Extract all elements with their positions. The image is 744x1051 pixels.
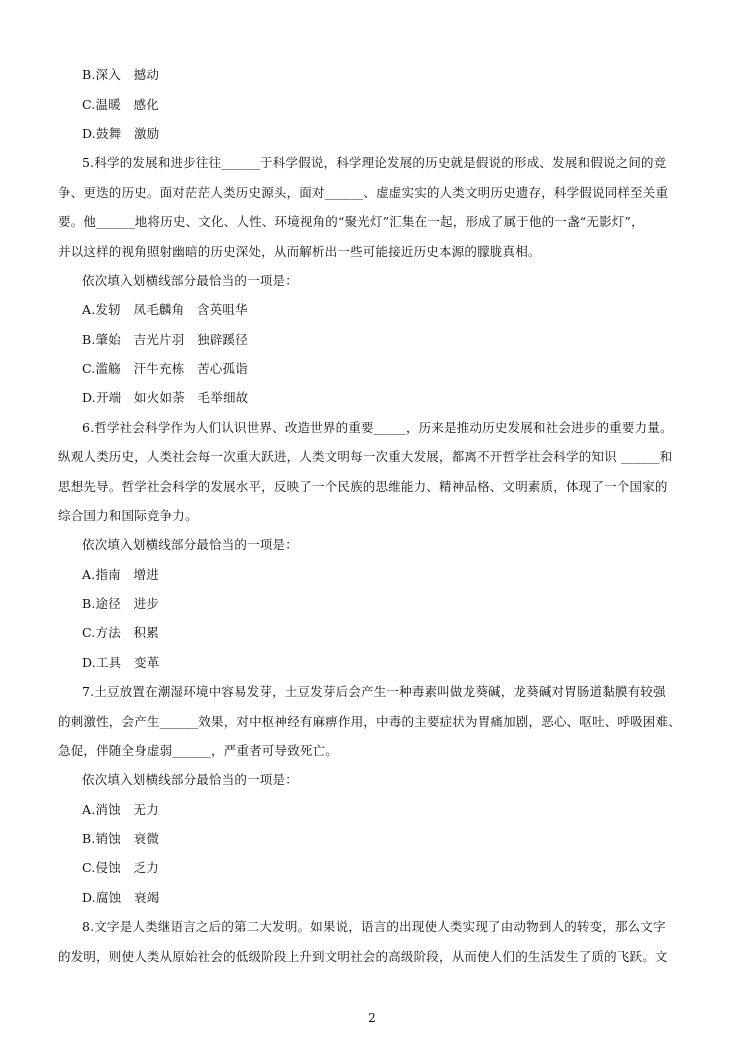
option-a-q6: A.指南 增进 (82, 567, 159, 582)
question-5-line-2: 争、更迭的历史。面对茫茫人类历史源头，面对______、虚虚实实的人类文明历史遗存，科学假说同样至关重 (58, 185, 669, 200)
question-6-line-3: 思想先导。哲学社会科学的发展水平，反映了一个民族的思维能力、精神品格、文明素质，体现了一个国家的 (58, 479, 668, 494)
page-number: 2 (368, 1011, 376, 1025)
option-d-q5: D.开端 如火如荼 毛举细故 (82, 390, 249, 405)
question-6-instruction: 依次填入划横线部分最恰当的一项是： (82, 537, 298, 552)
option-b-q7: B.销蚀 衰微 (82, 831, 160, 846)
question-5-line-4: 并以这样的视角照射幽暗的历史深处，从而解析出一些可能接近历史本源的朦胧真相。 (58, 244, 541, 259)
option-d-q6: D.工具 变革 (82, 655, 160, 670)
question-6-line-1: 6.哲学社会科学作为人们认识世界、改造世界的重要_____，历来是推动历史发展和社会进步的重要力量。 (82, 420, 673, 435)
option-d-q4: D.鼓舞 激励 (82, 126, 160, 141)
option-a-q7: A.消蚀 无力 (82, 802, 159, 817)
option-c-q4: C.温暖 感化 (82, 97, 159, 112)
question-6-line-2: 纵观人类历史，人类社会每一次重大跃进，人类文明每一次重大发展，都离不开哲学社会科学的知识 ______和 (58, 449, 673, 464)
question-7-line-2: 的刺激性，会产生______效果，对中枢神经有麻痹作用，中毒的主要症状为胃痛加剧，恶心、呕吐、呼吸困难、 (58, 714, 681, 729)
question-6-line-4: 综合国力和国际竞争力。 (58, 508, 198, 523)
option-b-q5: B.肇始 吉光片羽 独辟蹊径 (82, 332, 248, 347)
option-d-q7: D.腐蚀 衰竭 (82, 890, 160, 905)
question-7-line-1: 7.土豆放置在潮湿环境中容易发芽，土豆发芽后会产生一种毒素叫做龙葵碱，龙葵碱对胃肠道黏膜有较强 (82, 684, 666, 699)
question-8-line-1: 8.文字是人类继语言之后的第二大发明。如果说，语言的出现使人类实现了由动物到人的转变，那么文字 (82, 919, 666, 934)
question-5-line-1: 5.科学的发展和进步往往______于科学假说，科学理论发展的历史就是假说的形成、发展和假说之间的竞 (82, 155, 667, 170)
option-b-q4: B.深入 撼动 (82, 67, 160, 82)
option-c-q5: C.滥觞 汗牛充栋 苦心孤诣 (82, 361, 248, 376)
option-c-q6: C.方法 积累 (82, 625, 159, 640)
option-c-q7: C.侵蚀 乏力 (82, 860, 159, 875)
question-7-instruction: 依次填入划横线部分最恰当的一项是： (82, 772, 298, 787)
question-8-line-2: 的发明，则使人类从原始社会的低级阶段上升到文明社会的高级阶段，从而使人们的生活发生了质的飞跃。文 (58, 949, 668, 964)
question-5-line-3: 要。他______地将历史、文化、人性、环境视角的“聚光灯”汇集在一起，形成了属于他的一盏“无影灯”， (58, 214, 644, 229)
question-7-line-3: 急促，伴随全身虚弱______，严重者可导致死亡。 (58, 743, 339, 758)
option-b-q6: B.途径 进步 (82, 596, 160, 611)
question-5-instruction: 依次填入划横线部分最恰当的一项是： (82, 273, 298, 288)
option-a-q5: A.发轫 凤毛麟角 含英咀华 (82, 302, 248, 317)
